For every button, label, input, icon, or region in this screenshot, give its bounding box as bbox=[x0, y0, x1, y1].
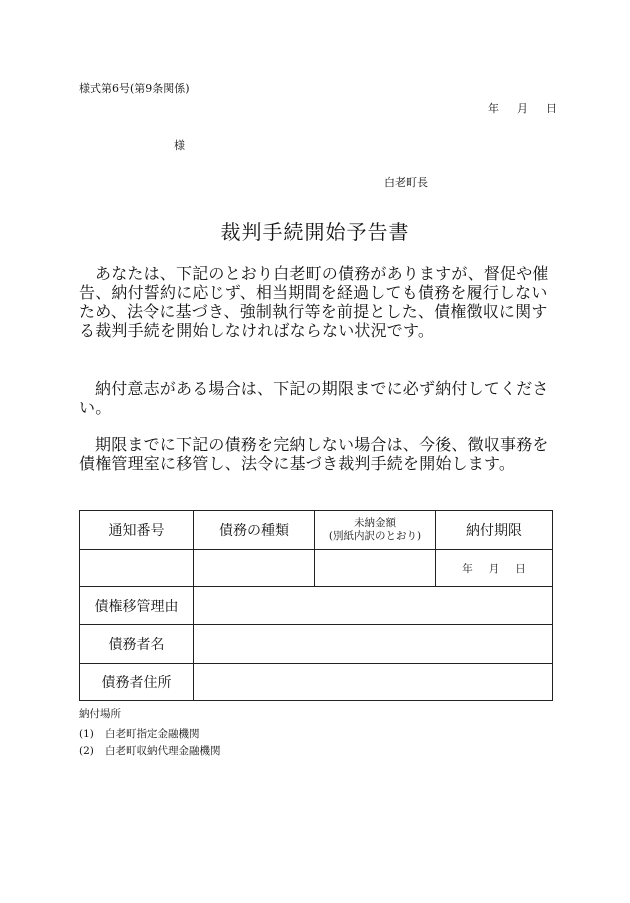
header-unpaid-amount-line2: (別紙内訳のとおり) bbox=[328, 530, 422, 542]
addressee-suffix: 様 bbox=[174, 139, 185, 152]
payment-place-item-text: 白老町指定金融機関 bbox=[105, 728, 200, 740]
value-debtor-name bbox=[194, 625, 553, 664]
label-debtor-address: 債務者住所 bbox=[80, 664, 194, 701]
date-day: 日 bbox=[546, 102, 557, 115]
issuer: 白老町長 bbox=[384, 176, 428, 189]
cell-deadline bbox=[436, 550, 553, 587]
value-transfer-reason bbox=[194, 587, 553, 625]
label-transfer-reason: 債権移管理由 bbox=[80, 587, 194, 625]
label-debtor-name: 債務者名 bbox=[80, 625, 194, 664]
issue-date bbox=[488, 100, 557, 116]
payment-place-item-number: (1) bbox=[79, 728, 94, 740]
cell-notice-number bbox=[80, 550, 194, 587]
debt-table bbox=[79, 510, 553, 701]
date-month: 月 bbox=[517, 102, 528, 115]
payment-place-item-text: 白老町収納代理金融機関 bbox=[105, 745, 221, 757]
payment-place-item bbox=[79, 743, 221, 758]
document-title: 裁判手続開始予告書 bbox=[220, 220, 410, 244]
header-debt-type: 債務の種類 bbox=[194, 511, 315, 550]
paragraph-2: 納付意志がある場合は、下記の期限までに必ず納付してください。 bbox=[79, 379, 549, 417]
header-unpaid-amount-line1: 未納金額 bbox=[354, 517, 396, 529]
deadline-year: 年 bbox=[462, 562, 473, 575]
cell-debt-type bbox=[194, 550, 315, 587]
header-notice-number: 通知番号 bbox=[80, 511, 194, 550]
cell-unpaid-amount bbox=[315, 550, 436, 587]
payment-place-item-number: (2) bbox=[79, 745, 94, 757]
header-deadline: 納付期限 bbox=[436, 511, 553, 550]
payment-place-title: 納付場所 bbox=[79, 708, 121, 720]
paragraph-3: 期限までに下記の債務を完納しない場合は、今後、徴収事務を債権管理室に移管し、法令に基づき裁判手続を開始します。 bbox=[79, 435, 549, 473]
value-debtor-address bbox=[194, 664, 553, 701]
deadline-day: 日 bbox=[515, 562, 526, 575]
date-year: 年 bbox=[488, 102, 499, 115]
deadline-month: 月 bbox=[488, 562, 500, 575]
form-number: 様式第6号(第9条関係) bbox=[79, 82, 190, 95]
payment-place-item bbox=[79, 726, 200, 741]
header-unpaid-amount bbox=[315, 511, 436, 550]
paragraph-1: あなたは、下記のとおり白老町の債務がありますが、督促や催告、納付誓約に応じず、相当期間を経過しても債務を履行しないため、法令に基づき、強制執行等を前提とした、債権徴収に関する裁判手続を開始しなければならない状況です。 bbox=[79, 264, 549, 340]
